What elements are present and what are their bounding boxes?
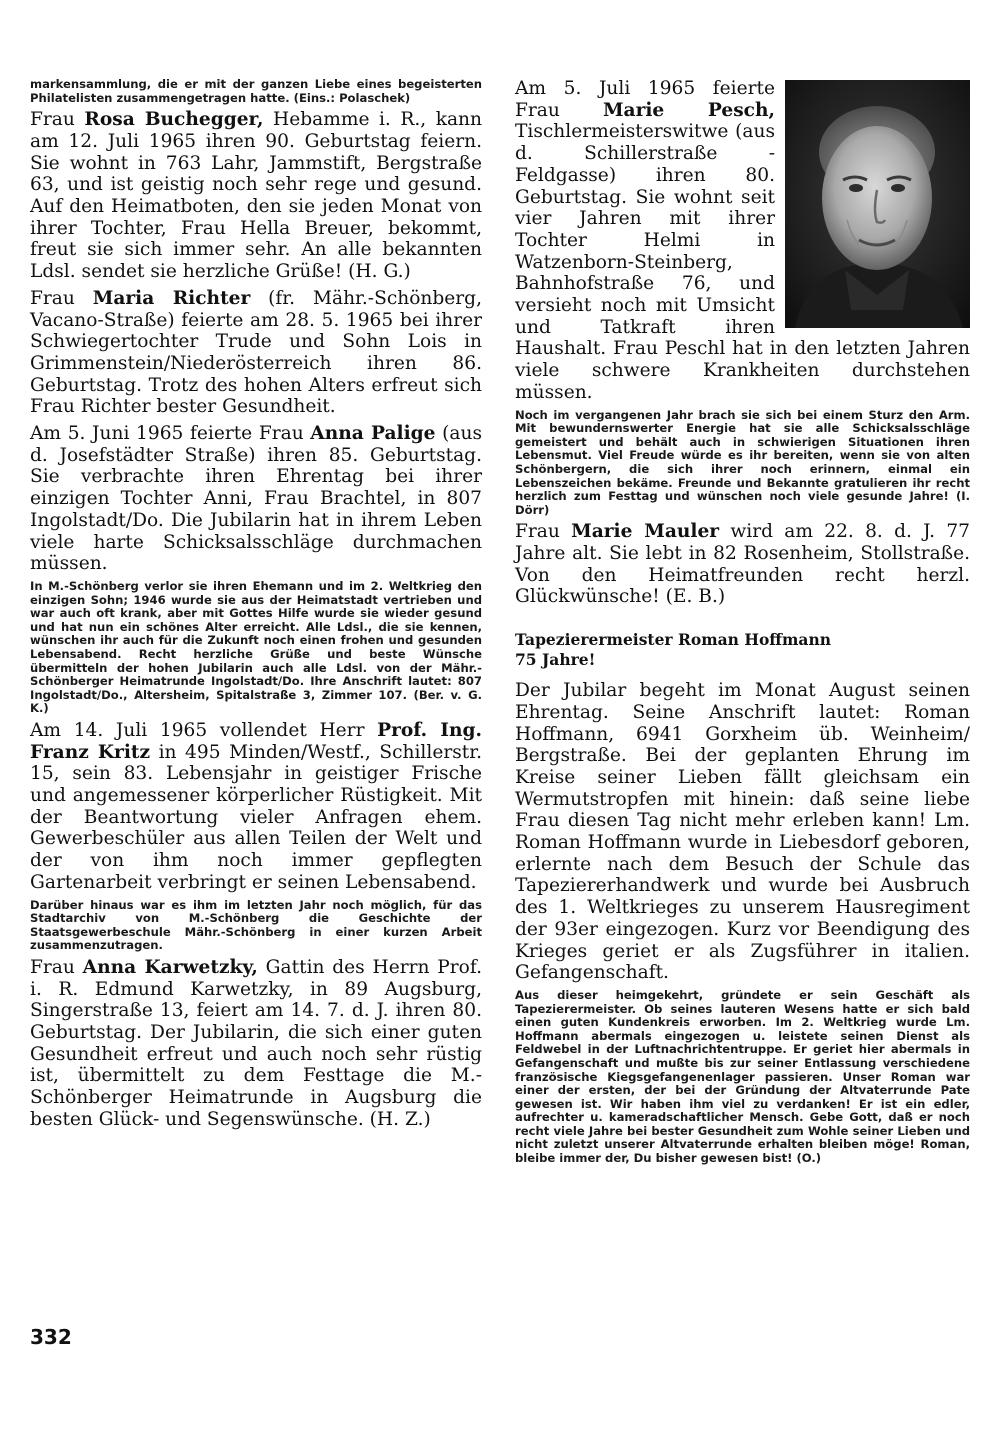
entry-prefix: Frau	[30, 109, 85, 131]
entry-anna-karwetzky	[30, 957, 482, 1131]
left-column	[30, 78, 482, 1136]
heading-line-2: 75 Jahre!	[515, 650, 596, 670]
entry-franz-kritz	[30, 720, 482, 894]
person-name: Marie Mauler	[571, 521, 720, 543]
person-name: Marie Pesch,	[602, 99, 775, 121]
left-note-2: In M.-Schönberg verlor sie ihren Ehemann und im 2. Weltkrieg den einzigen Sohn; 1946 wurde sie aus der Heimatstadt vertrieben und war auch oft krank, aber mit Gottes Hilfe wurde sie wieder gesund und hat nun ein schönes Alter erreicht. Alle Ldsl., die sie kennen, wünschen ihr auch für die Zukunft noch einen frohen und gesunden Lebensabend. Recht herzliche Grüße und beste Wünsche übermitteln der hohen Jubilarin auch alle Ldsl. von der Mähr.-Schönberger Heimatrunde Ingolstadt/Do. Ihre Anschrift lautet: 807 Ingolstadt/Do., Altersheim, Spitalstraße 3, Zimmer 107. (Ber. v. G. K.)	[30, 578, 482, 716]
right-note-1: Noch im vergangenen Jahr brach sie sich bei einem Sturz den Arm. Mit bewundernswerter Energie hat sie alle Schicksalsschläge gemeistert und behält auch in schwierigen Situationen ihren Lebensmut. Viel Freude würde es ihr bereiten, wenn sie von alten Schönbergern, die sich ihrer noch erinnern, einmal ein Lebenszeichen bekäme. Freunde und Bekannte gratulieren ihr recht herzlich zum Festtag und wünschen noch viele gesunde Jahre! (I. Dörr)	[515, 407, 970, 517]
entry-prefix: Am 14. Juli 1965 vollendet Herr	[30, 719, 378, 741]
entry-anna-palige	[30, 423, 482, 575]
left-note-1: markensammlung, die er mit der ganzen Liebe eines begeisterten Philatelisten zusammengetragen hatte. (Eins.: Polaschek)	[30, 77, 482, 105]
article-heading	[515, 630, 970, 670]
entry-prefix: Frau	[30, 287, 93, 309]
entry-maria-richter	[30, 288, 482, 418]
entry-text: Gattin des Herrn Prof. i. R. Edmund Karwetzky, in 89 Augsburg, Singerstraße 13, feiert am 14. 7. d. J. ihren 80. Geburtstag. Der Jubilarin, die sich einer guten Gesundheit erfreut und auch noch sehr rüstig ist, übermittelt zu dem Festtage die M.-Schönberger Heimatrunde in Augsburg die besten Glück- und Segenswünsche. (H. Z.)	[30, 956, 482, 1130]
left-note-3: Darüber hinaus war es ihm im letzten Jahr noch möglich, für das Stadtarchiv von M.-Schönberg die Geschichte der Staatsgewerbeschule Mähr.-Schönberg in einer kurzen Arbeit zusammenzutragen.	[30, 897, 482, 953]
entry-text: Hebamme i. R., kann am 12. Juli 1965 ihren 90. Geburtstag feiern. Sie wohnt in 763 Lahr, Jammstift, Bergstraße 63, und ist geistig noch sehr rege und gesund. Auf den Heimatboten, den sie jeden Monat von ihrer Tochter, Frau Hella Breuer, bekommt, freut sie sich immer sehr. An alle bekannten Ldsl. sendet sie herzliche Grüße! (H. G.)	[30, 109, 482, 283]
person-name: Anna Palige	[310, 423, 436, 445]
entry-prefix: Frau	[30, 956, 83, 978]
entry-text: (aus d. Josefstädter Straße) ihren 85. Geburtstag. Sie verbrachte ihren Ehrentag bei ihrer einzigen Tochter Anni, Frau Brachtel, in 807 Ingolstadt/Do. Die Jubilarin hat in ihrem Leben viele harte Schicksalsschläge durchmachen müssen.	[30, 423, 482, 575]
entry-text: wird am 22. 8. d. J. 77 Jahre alt. Sie lebt in 82 Rosenheim, Stollstraße. Von den Heimatfreunden recht herzl. Glückwünsche! (E. B.)	[515, 521, 970, 608]
entry-prefix: Frau	[515, 521, 572, 543]
person-name: Prof. Ing. Franz Kritz	[30, 719, 482, 763]
portrait-photo	[785, 80, 970, 328]
person-name: Maria Richter	[92, 287, 251, 309]
right-column	[515, 78, 970, 1170]
right-note-2: Aus dieser heimgekehrt, gründete er sein Geschäft als Tapezierermeister. Ob seines lauteren Wesens hatte er sich bald einen guten Kundenkreis erworben. Im 2. Weltkrieg wurde Lm. Hoffmann abermals eingezogen u. leistete seinen Dienst als Feldwebel in der Luftnachrichtentruppe. Er geriet hier abermals in Gefangenschaft und mußte bis zur seiner Entlassung verschiedene französische Kiegsgefangenenlager passieren. Unser Roman war einer der ersten, der bei der Gründung der Altvaterrunde Pate gewesen ist. Wir haben ihm viel zu verdanken! Er ist ein edler, aufrechter u. kameradschaftlicher Mensch. Gebe Gott, daß er noch recht viele Jahre bei bester Gesundheit zum Wohle seiner Lieben und nicht zuletzt unserer Altvaterrunde erhalten bleiben möge! Roman, bleibe immer der, Du bisher gewesen bist! (O.)	[515, 987, 970, 1166]
page-number: 332	[30, 1325, 72, 1349]
heading-line-1: Tapezierermeister Roman Hoffmann	[515, 630, 832, 650]
entry-prefix: Am 5. Juli 1965 feierte Frau	[515, 78, 775, 121]
entry-text: (fr. Mähr.-Schönberg, Vacano-Straße) feierte am 28. 5. 1965 bei ihrer Schwiegertochter Trude und Sohn Lois in Grimmenstein/Niederösterreich ihren 86. Geburtstag. Trotz des hohen Alters erfreut sich Frau Richter bester Gesundheit.	[30, 287, 482, 418]
person-name: Anna Karwetzky,	[82, 956, 258, 978]
entry-rosa-buchegger	[30, 109, 482, 283]
entry-text: Tischlermeisterswitwe (aus d. Schillerstraße - Feldgasse) ihren 80. Geburtstag. Sie wohnt seit vier Jahren mit ihrer Tochter Helmi in Watzenborn-Steinberg, Bahnhofstraße 76, und versieht noch mit Umsicht und Tatkraft ihren Haushalt. Frau Peschl hat in den letzten Jahren viele schwere Krankheiten durchstehen müssen.	[515, 121, 970, 403]
entry-marie-mauler	[515, 521, 970, 608]
entry-text: in 495 Minden/Westf., Schillerstr. 15, sein 83. Lebensjahr in geistiger Frische und angemessener körperlicher Rüstigkeit. Mit der Beantwortung vieler Anfragen ehem. Gewerbeschüler aus allen Teilen der Welt und der von ihm noch immer gepflegten Gartenarbeit verbringt er seinen Lebensabend.	[30, 741, 482, 893]
article-body: Der Jubilar begeht im Monat August seinen Ehrentag. Seine Anschrift lautet: Roman Hoffmann, 6941 Gorxheim üb. Weinheim/ Bergstraße. Bei der geplanten Ehrung im Kreise seiner Lieben fällt gleichsam ein Wermutstropfen mit hinein: daß seine liebe Frau diesen Tag nicht mehr erleben kann! Lm. Roman Hoffmann wurde in Liebesdorf geboren, erlernte nach dem Besuch der Schule das Tapeziererhandwerk und wurde bei Ausbruch des 1. Weltkrieges zu unserem Hausregiment der 93er eingezogen. Kurz vor Beendigung des Krieges geriet er als Zugsführer in italien. Gefangenschaft.	[515, 680, 970, 984]
entry-prefix: Am 5. Juni 1965 feierte Frau	[30, 423, 311, 445]
person-name: Rosa Buchegger,	[84, 109, 264, 131]
